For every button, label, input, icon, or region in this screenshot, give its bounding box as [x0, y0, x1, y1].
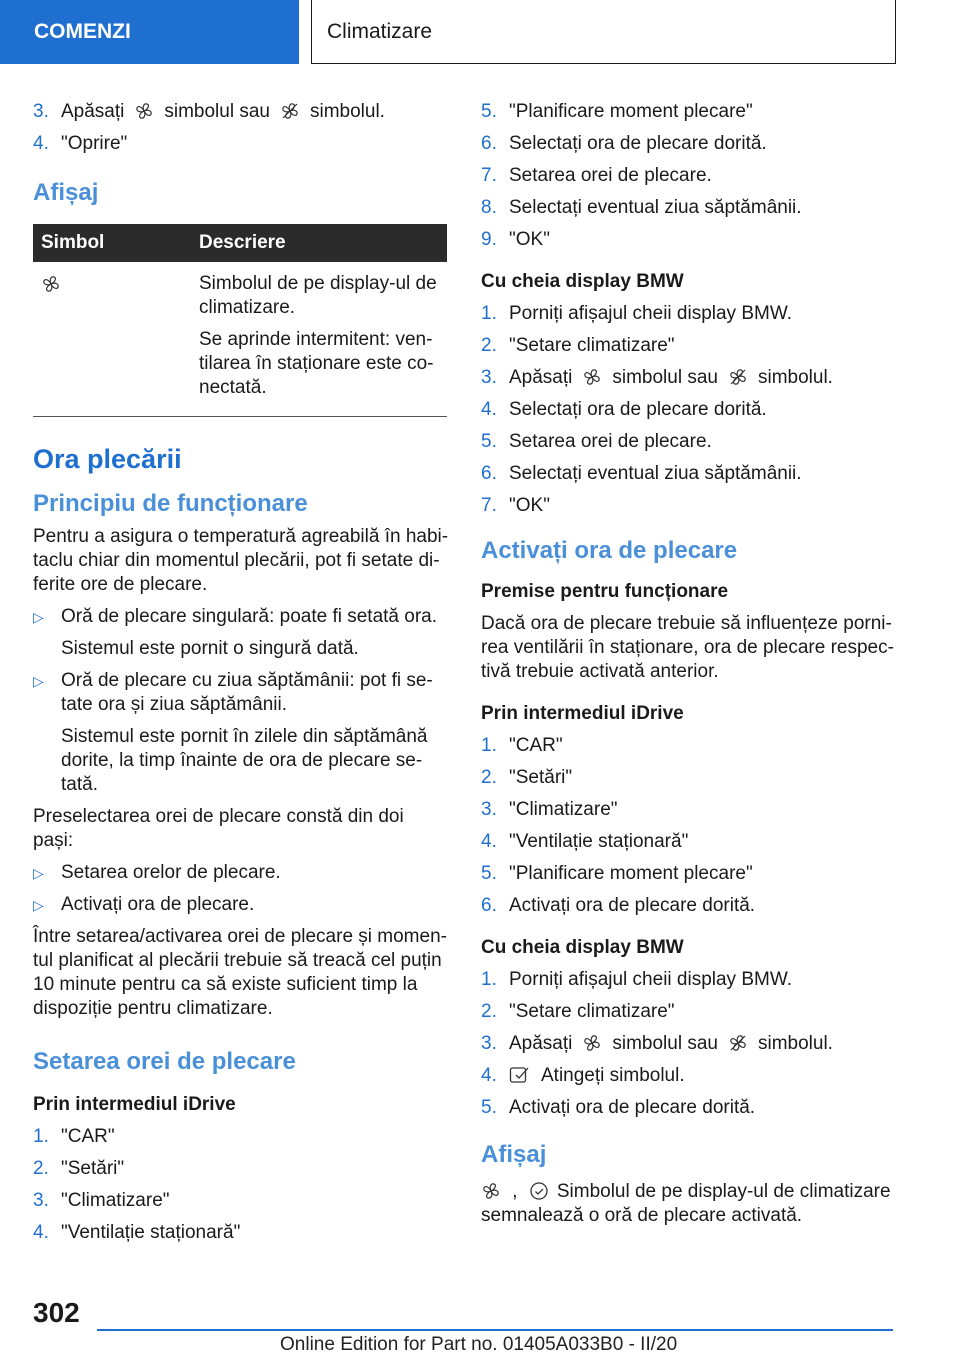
list-item: 6. Selectați eventual ziua săptămânii.: [481, 463, 802, 484]
subsection-title: Activați ora de plecare: [481, 537, 738, 564]
afisaj-heading: Afișaj: [481, 1141, 547, 1168]
table-row: [33, 262, 447, 416]
list-item: 8. Selectați eventual ziua săptămânii.: [481, 197, 802, 218]
list-item: 4. "Ventilație staționară": [481, 831, 689, 852]
footer-divider: [97, 1329, 893, 1331]
step-text: "Oprire": [61, 133, 128, 154]
bullet-item: ▷ Oră de plecare cu ziua săptămânii: pot fi se-tate ora și ziua săptămânii.: [33, 670, 433, 715]
column-header-symbol: Simbol: [41, 232, 105, 253]
list-item: 1. Porniți afișajul cheii display BMW.: [481, 969, 792, 990]
paragraph: Între setarea/activarea orei de plecare și momen-tul planificat al plecării trebuie să treacă cel puțin 10 minute pentru ca să existe suficient timp la dispoziție pentru climatizare.: [33, 926, 447, 1019]
paragraph: Preselectarea orei de plecare constă din doi pași:: [33, 806, 404, 851]
triangle-bullet-icon: ▷: [33, 673, 44, 689]
list-item: 9. "OK": [481, 229, 550, 250]
bullet-subtext: Sistemul este pornit o singură dată.: [61, 638, 359, 659]
list-item: 6. Selectați ora de plecare dorită.: [481, 133, 767, 154]
list-item: 3. Apăsați simbolul sau simbolul.: [481, 367, 833, 388]
fan-off-icon: [728, 367, 748, 387]
triangle-bullet-icon: ▷: [33, 897, 44, 913]
list-item: 4. Atingeți simbolul.: [481, 1065, 685, 1086]
afisaj-heading: Afișaj: [33, 179, 99, 206]
subsection-title: Principiu de funcționare: [33, 490, 308, 517]
right-column: [481, 100, 897, 1236]
list-item: 5. "Planificare moment plecare": [481, 101, 753, 122]
list-item: 2. "Setare climatizare": [481, 1001, 675, 1022]
list-item: 2. "Setări": [481, 767, 573, 788]
header-section: COMENZI: [0, 0, 299, 64]
key-heading: Cu cheia display BMW: [481, 271, 684, 292]
list-item: 5. Setarea orei de plecare.: [481, 431, 712, 452]
list-item: 5. Activați ora de plecare dorită.: [481, 1097, 756, 1118]
list-item: 6. Activați ora de plecare dorită.: [481, 895, 756, 916]
left-column: [33, 100, 449, 1253]
header-title: Climatizare: [311, 0, 896, 64]
section-title: Ora plecării: [33, 444, 182, 474]
list-item: 7. Setarea orei de plecare.: [481, 165, 712, 186]
paragraph: Dacă ora de plecare trebuie să influențeze porni-rea ventilării în staționare, ora de plecare respec-tivă trebuie activată anterior.: [481, 613, 894, 682]
fan-icon: [582, 367, 602, 387]
fan-icon: [41, 274, 61, 294]
list-item: 1. "CAR": [33, 1126, 115, 1147]
column-header-description: Descriere: [199, 232, 286, 253]
table-cell-description: [199, 272, 447, 408]
fan-icon: [134, 101, 154, 121]
description-text: Se aprinde intermitent: ven-tilarea în staționare este co-nectată.: [199, 329, 434, 398]
footer-edition: Online Edition for Part no. 01405A033B0 - II/20: [280, 1334, 678, 1355]
list-item: 2. "Setare climatizare": [481, 335, 675, 356]
paragraph: Pentru a asigura o temperatură agreabilă în habi-taclu chiar din momentul plecării, pot fi setate di-ferite ore de plecare.: [33, 526, 449, 595]
list-item: 4. "Ventilație staționară": [33, 1222, 241, 1243]
step-number: 3.: [33, 101, 49, 122]
list-item: [33, 100, 449, 124]
clock-icon: [529, 1181, 549, 1201]
step-text: Apăsați simbolul sau simbolul.: [61, 101, 385, 122]
symbol-table: [33, 224, 447, 417]
paragraph: , Simbolul de pe display-ul de climatizare semnalează o oră de plecare activată.: [481, 1181, 891, 1226]
list-item: 3. "Climatizare": [481, 799, 618, 820]
bullet-item: ▷ Activați ora de plecare.: [33, 894, 255, 915]
check-box-icon: [509, 1065, 529, 1085]
idrive-heading: Prin intermediul iDrive: [481, 703, 684, 724]
fan-icon: [582, 1033, 602, 1053]
description-text: Simbolul de pe display-ul de climatizare.: [199, 273, 437, 318]
idrive-heading: Prin intermediul iDrive: [33, 1094, 236, 1115]
list-item: 5. "Planificare moment plecare": [481, 863, 753, 884]
page-number: 302: [33, 1297, 80, 1328]
list-item: 7. "OK": [481, 495, 550, 516]
premise-heading: Premise pentru funcționare: [481, 581, 729, 602]
list-item: 1. "CAR": [481, 735, 563, 756]
fan-off-icon: [728, 1033, 748, 1053]
triangle-bullet-icon: ▷: [33, 609, 44, 625]
list-item: 3. "Climatizare": [33, 1190, 170, 1211]
bullet-item: ▷ Oră de plecare singulară: poate fi setată ora.: [33, 606, 438, 627]
list-item: 2. "Setări": [33, 1158, 125, 1179]
fan-off-icon: [280, 101, 300, 121]
table-header: [33, 224, 447, 262]
list-item: 1. Porniți afișajul cheii display BMW.: [481, 303, 792, 324]
list-item: 3. Apăsați simbolul sau simbolul.: [481, 1033, 833, 1054]
key-heading: Cu cheia display BMW: [481, 937, 684, 958]
step-number: 4.: [33, 133, 49, 154]
subsection-title: Setarea orei de plecare: [33, 1048, 296, 1075]
list-item: 4. Selectați ora de plecare dorită.: [481, 399, 767, 420]
list-item: [33, 132, 449, 156]
fan-icon: [481, 1181, 501, 1201]
bullet-subtext: Sistemul este pornit în zilele din săptămână dorite, la timp înainte de ora de plecare se-tată.: [61, 726, 428, 795]
triangle-bullet-icon: ▷: [33, 865, 44, 881]
table-cell-symbol: [33, 272, 199, 408]
bullet-item: ▷ Setarea orelor de plecare.: [33, 862, 281, 883]
